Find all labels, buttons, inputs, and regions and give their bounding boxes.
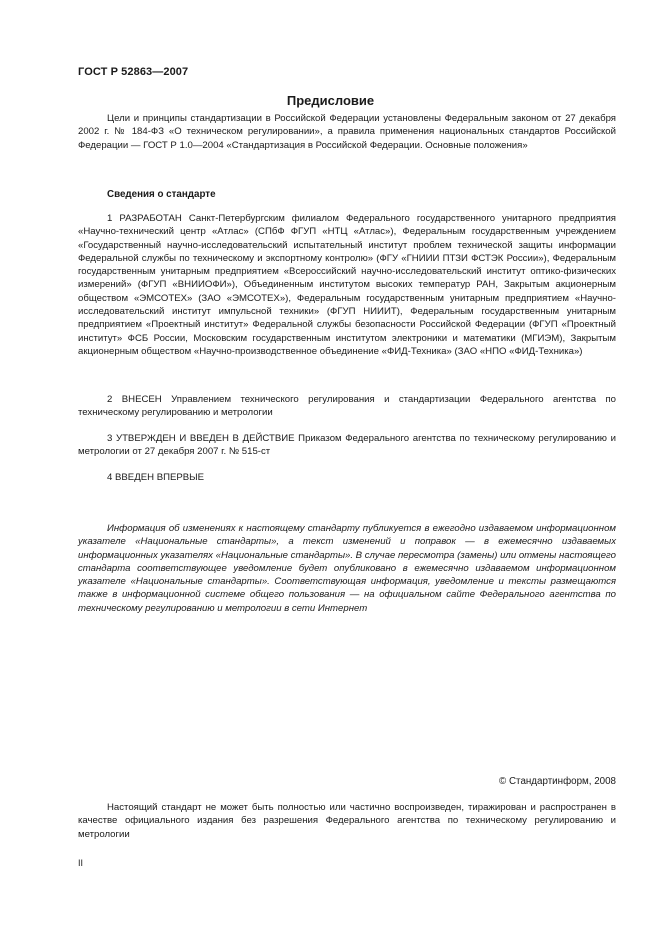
item-first-introduced: 4 ВВЕДЕН ВПЕРВЫЕ — [107, 472, 205, 483]
info-heading: Сведения о стандарте — [107, 189, 216, 200]
intro-paragraph: Цели и принципы стандартизации в Российской Федерации установлены Федеральным законом от 27 декабря 2002 г. № 184-ФЗ «О техническом регулировании», а правила применения национальных стандартов Российской Федерации — ГОСТ Р 1.0—2004 «Стандартизация в Российской Федерации. Основные положения» — [78, 113, 616, 151]
item-developed: 1 РАЗРАБОТАН Санкт-Петербургским филиалом Федерального государственного унитарного предприятия «Научно-технический центр «Атлас» (СПбФ ФГУП «НТЦ «Атлас»), Федеральным государственным учреждением «Государственный научно-исследовательский испытательный институт проблем технической защиты информации Федеральной службы по техническому и экспортному контролю» (ФГУ «ГНИИИ ПТЗИ ФСТЭК России»), Федеральным государственным унитарным предприятием «Всероссийский научно-исследовательский институт оптико-физических измерений» (ФГУП «ВНИИОФИ»), Объединенным институтом высоких температур РАН, Закрытым акционерным обществом «ЭМСОТЕХ» (ЗАО «ЭМСОТЕХ»), Федеральным государственным унитарным предприятием «Научно-исследовательский институт импульсной техники» (ФГУП НИИИТ), Федеральным государственным унитарным предприятием «Проектный институт» Федеральной службы безопасности Российской Федерации (ФГУП «Проектный институт» ФСБ России, Московским государственным институтом электроники и математики (МГИЭМ), Закрытым акционерным обществом «Научно-производственное объединение «ФИД-Техника» (ЗАО «НПО «ФИД-Техника») — [78, 213, 616, 357]
reproduction-notice: Настоящий стандарт не может быть полностью или частично воспроизведен, тиражирован и распространен в качестве официального издания без разрешения Федерального агентства по техническому регулированию и метрологии — [78, 802, 616, 840]
page-title: Предисловие — [286, 93, 375, 108]
item-approved: 3 УТВЕРЖДЕН И ВВЕДЕН В ДЕЙСТВИЕ Приказом Федерального агентства по техническому регулированию и метрологии от 27 декабря 2007 г. № 515-ст — [78, 433, 616, 458]
page-number: II — [78, 858, 84, 868]
copyright-line: © Стандартинформ, 2008 — [499, 776, 616, 787]
standard-number: ГОСТ Р 52863—2007 — [78, 66, 189, 78]
item-submitted: 2 ВНЕСЕН Управлением технического регулирования и стандартизации Федерального агентства по техническому регулированию и метрологии — [78, 394, 616, 419]
amendments-notice: Информация об изменениях к настоящему стандарту публикуется в ежегодно издаваемом информационном указателе «Национальные стандарты», а текст изменений и поправок — в ежемесячно издаваемых информационных указателях «Национальные стандарты». В случае пересмотра (замены) или отмены настоящего стандарта соответствующее уведомление будет опубликовано в ежемесячно издаваемом информационном указателе «Национальные стандарты». Соответствующая информация, уведомление и тексты размещаются также в информационной системе общего пользования — на официальном сайте Федерального агентства по техническому регулированию и метрологии в сети Интернет — [78, 523, 616, 614]
